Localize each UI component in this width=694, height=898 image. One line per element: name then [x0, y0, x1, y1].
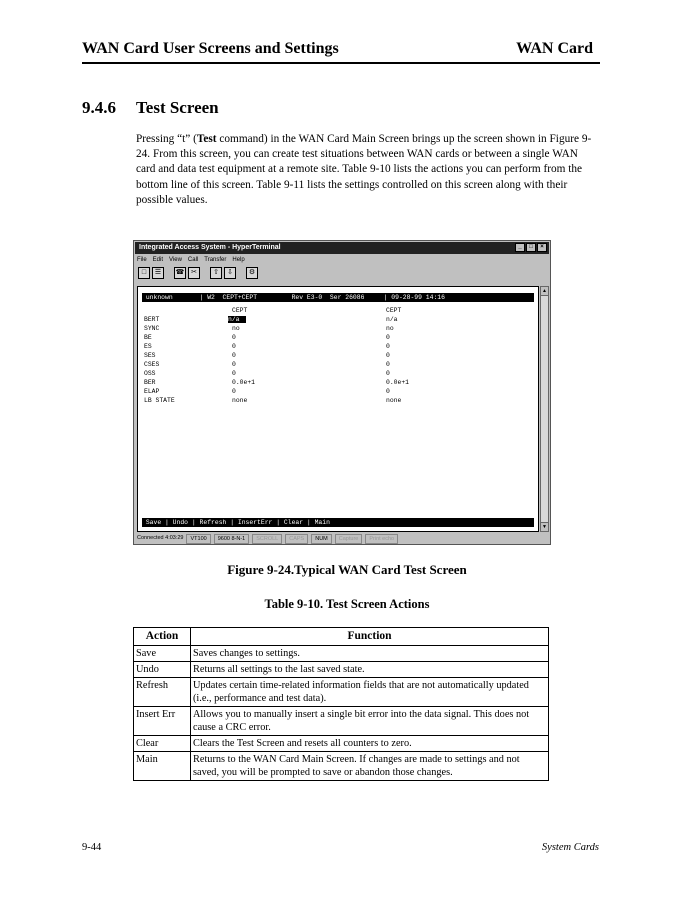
- header-function: Function: [191, 628, 549, 646]
- send-icon[interactable]: ⇧: [210, 267, 222, 279]
- col2-header: CEPT: [386, 307, 402, 314]
- table-row: [134, 678, 549, 707]
- receive-icon[interactable]: ⇩: [224, 267, 236, 279]
- row-value-1: no: [232, 325, 240, 332]
- row-label: BE: [144, 334, 152, 341]
- row-value-1: 0: [232, 334, 236, 341]
- action-cell: Clear: [134, 736, 191, 752]
- row-value-2: 0: [386, 388, 390, 395]
- action-cell: Main: [134, 752, 191, 781]
- row-label: LB STATE: [144, 397, 175, 404]
- paragraph-text-2: command) in the WAN Card Main Screen brings up the screen shown in Figure 9-24. From this screen, you can create test situations between WAN cards or between a single WAN card and data test equipment at a remote site. Table 9-10 lists the actions you can perform from the bottom line of this screen. Table 9-11 lists the settings controlled on this screen along with their possible values.: [136, 133, 592, 206]
- function-cell: Returns to the WAN Card Main Screen. If changes are made to settings and not saved, you will be prompted to save or abandon those changes.: [191, 752, 549, 781]
- status-capture: Capture: [335, 534, 363, 544]
- action-cell: Undo: [134, 662, 191, 678]
- maximize-button[interactable]: □: [526, 243, 536, 252]
- row-label: SYNC: [144, 325, 160, 332]
- row-label: ELAP: [144, 388, 160, 395]
- intro-paragraph: [136, 132, 600, 208]
- paragraph-text-1: Pressing “t” (: [136, 133, 197, 145]
- scroll-up-icon[interactable]: ▲: [542, 288, 547, 294]
- row-value-1: 0: [232, 343, 236, 350]
- row-value-2: 0: [386, 343, 390, 350]
- row-label: OSS: [144, 370, 156, 377]
- open-icon[interactable]: ☰: [152, 267, 164, 279]
- action-cell: Save: [134, 646, 191, 662]
- status-connected: Connected 4:03:29: [137, 535, 184, 541]
- row-value-2[interactable]: n/a: [386, 316, 398, 323]
- bert-value-1: n/a: [228, 316, 246, 323]
- table-row: [134, 707, 549, 736]
- table-row: [134, 662, 549, 678]
- row-value-2: no: [386, 325, 394, 332]
- footer-chapter: System Cards: [541, 842, 599, 853]
- row-value-2: 0.0e+1: [386, 379, 410, 386]
- menu-edit[interactable]: Edit: [152, 257, 164, 263]
- function-cell: Saves changes to settings.: [191, 646, 549, 662]
- function-cell: Allows you to manually insert a single bit error into the data signal. This does not cause a CRC error.: [191, 707, 549, 736]
- terminal-status-line: unknown | W2 CEPT+CEPT Rev E3-0 Ser 26086 | 09-28-99 14:16: [142, 293, 534, 302]
- table-row: [134, 646, 549, 662]
- row-value-2: 0: [386, 361, 390, 368]
- window-controls: [515, 243, 547, 252]
- row-label: ES: [144, 343, 152, 350]
- running-header-chapter: WAN Card: [516, 40, 593, 57]
- toolbar: [138, 267, 258, 281]
- running-header-title: WAN Card User Screens and Settings: [82, 40, 339, 57]
- call-icon[interactable]: ☎: [174, 267, 186, 279]
- figure-caption: Figure 9-24.Typical WAN Card Test Screen: [227, 562, 467, 577]
- table-caption: Table 9-10. Test Screen Actions: [264, 597, 430, 611]
- section-number: 9.4.6: [82, 98, 116, 117]
- header-rule: [82, 62, 600, 64]
- row-value-1: none: [232, 397, 248, 404]
- menu-help[interactable]: Help: [232, 257, 245, 263]
- table-header-row: [134, 628, 549, 646]
- paragraph-bold-test: Test: [196, 133, 217, 145]
- row-label: SES: [144, 352, 156, 359]
- disconnect-icon[interactable]: ✂: [188, 267, 200, 279]
- function-cell: Clears the Test Screen and resets all counters to zero.: [191, 736, 549, 752]
- status-num: NUM: [311, 534, 332, 544]
- table-row: [134, 752, 549, 781]
- new-icon[interactable]: □: [138, 267, 150, 279]
- row-value-2: 0: [386, 352, 390, 359]
- action-cell: Refresh: [134, 678, 191, 707]
- properties-icon[interactable]: ⚙: [246, 267, 258, 279]
- status-port: 9600 8-N-1: [214, 534, 250, 544]
- col1-header: CEPT: [232, 307, 248, 314]
- menu-bar: [137, 255, 245, 265]
- scroll-down-icon[interactable]: ▼: [542, 524, 547, 530]
- status-scroll: SCROLL: [252, 534, 282, 544]
- row-value-2: 0: [386, 334, 390, 341]
- row-label: CSES: [144, 361, 160, 368]
- row-value-1: 0: [232, 361, 236, 368]
- menu-call[interactable]: Call: [187, 257, 199, 263]
- window-titlebar: [135, 242, 549, 254]
- close-button[interactable]: ×: [537, 243, 547, 252]
- row-value-1: 0.0e+1: [232, 379, 256, 386]
- hyperterminal-window: [133, 240, 551, 545]
- row-label: BER: [144, 379, 156, 386]
- status-emulation: VT100: [186, 534, 210, 544]
- menu-view[interactable]: View: [169, 257, 182, 263]
- status-caps: CAPS: [285, 534, 308, 544]
- row-value-2: none: [386, 397, 402, 404]
- bert-field-1[interactable]: [228, 316, 246, 324]
- row-value-2: 0: [386, 370, 390, 377]
- action-cell: Insert Err: [134, 707, 191, 736]
- section-title: Test Screen: [136, 98, 219, 117]
- terminal-screen[interactable]: [137, 286, 539, 532]
- menu-file[interactable]: File: [137, 257, 147, 263]
- menu-transfer[interactable]: Transfer: [204, 257, 227, 263]
- row-label: BERT: [144, 316, 160, 323]
- vertical-scrollbar[interactable]: [540, 286, 549, 532]
- function-cell: Returns all settings to the last saved state.: [191, 662, 549, 678]
- function-cell: Updates certain time-related information fields that are not automatically updated (i.e., performance and test data).: [191, 678, 549, 707]
- status-bar: [135, 533, 549, 543]
- row-value-1: 0: [232, 388, 236, 395]
- row-value-1: 0: [232, 370, 236, 377]
- minimize-button[interactable]: _: [515, 243, 525, 252]
- row-value-1: 0: [232, 352, 236, 359]
- actions-table: [133, 627, 549, 781]
- status-print-echo: Print echo: [365, 534, 398, 544]
- page-number: 9-44: [82, 842, 102, 853]
- header-action: Action: [134, 628, 191, 646]
- terminal-command-line[interactable]: Save | Undo | Refresh | InsertErr | Clear | Main: [142, 518, 534, 527]
- window-title: Integrated Access System - HyperTerminal: [139, 244, 281, 251]
- table-row: [134, 736, 549, 752]
